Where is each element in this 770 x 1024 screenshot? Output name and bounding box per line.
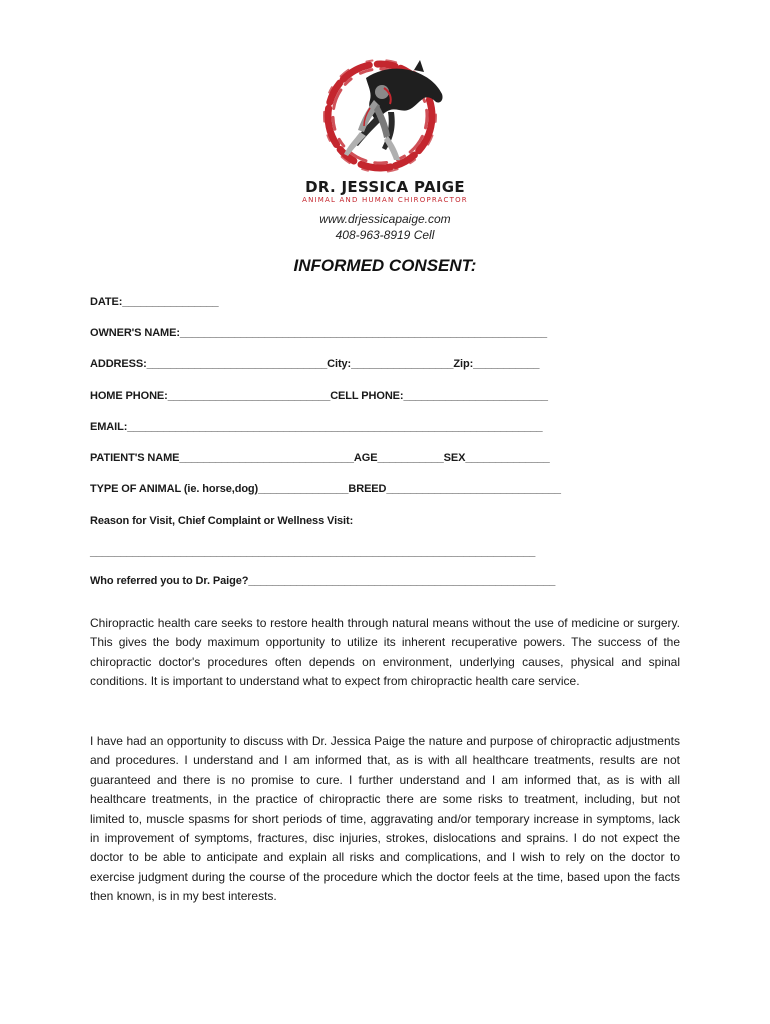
phone-field[interactable]: HOME PHONE:___________________________CELL PHONE:________________________ bbox=[90, 390, 548, 402]
brand-name: DR. JESSICA PAIGE bbox=[305, 178, 465, 196]
referred-field[interactable]: Who referred you to Dr. Paige?___________________________________________________ bbox=[90, 575, 556, 587]
phone-number: 408-963-8919 Cell bbox=[335, 228, 435, 242]
patient-field[interactable]: PATIENT'S NAME_____________________________AGE___________SEX______________ bbox=[90, 452, 550, 464]
reason-field[interactable]: __________________________________________________________________________ bbox=[90, 546, 536, 558]
horse-and-human-jumping-logo-icon bbox=[318, 48, 450, 180]
paragraph-intro: Chiropractic health care seeks to restore health through natural means without the use of medicine or surgery. This gives the body maximum opportunity to utilize its inherent recuperative powers. The success of the chiropractic doctor's procedures often depends on environment, underlying causes, physical and spinal conditions. It is important to understand what to expect from chiropractic health care service. bbox=[90, 616, 680, 689]
reason-label: Reason for Visit, Chief Complaint or Wellness Visit: bbox=[90, 515, 354, 527]
address-field[interactable]: ADDRESS:______________________________City:_________________Zip:___________ bbox=[90, 358, 540, 370]
paragraph-consent: I have had an opportunity to discuss with Dr. Jessica Paige the nature and purpose of chiropractic adjustments and procedures. I understand and I am informed that, as is with all healthcare treatments, results are not guaranteed and there is no promise to cure. I further understand and I am informed that, as is with all healthcare treatments, in the practice of chiropractic there are some risks to treatment, including, but not limited to, muscle spasms for short periods of time, aggravating and/or temporary increase in symptoms, lack in improvement of symptoms, fractures, disc injuries, strokes, dislocations and sprains. I do not expect the doctor to be able to anticipate and explain all risks and complications, and I wish to rely on the doctor to exercise judgment during the course of the procedure which the doctor feels at the time, based upon the facts then known, is in my best interests. bbox=[90, 734, 680, 904]
date-field[interactable]: DATE:________________ bbox=[90, 296, 219, 308]
website-link[interactable]: www.drjessicapaige.com bbox=[319, 212, 451, 226]
brand-tagline: ANIMAL AND HUMAN CHIROPRACTOR bbox=[302, 196, 468, 204]
email-field[interactable]: EMAIL:_____________________________________________________________________ bbox=[90, 421, 543, 433]
animal-field[interactable]: TYPE OF ANIMAL (ie. horse,dog)_______________BREED_____________________________ bbox=[90, 483, 561, 495]
page-title: INFORMED CONSENT: bbox=[293, 256, 477, 275]
owner-name-field[interactable]: OWNER'S NAME:_____________________________________________________________ bbox=[90, 327, 548, 339]
